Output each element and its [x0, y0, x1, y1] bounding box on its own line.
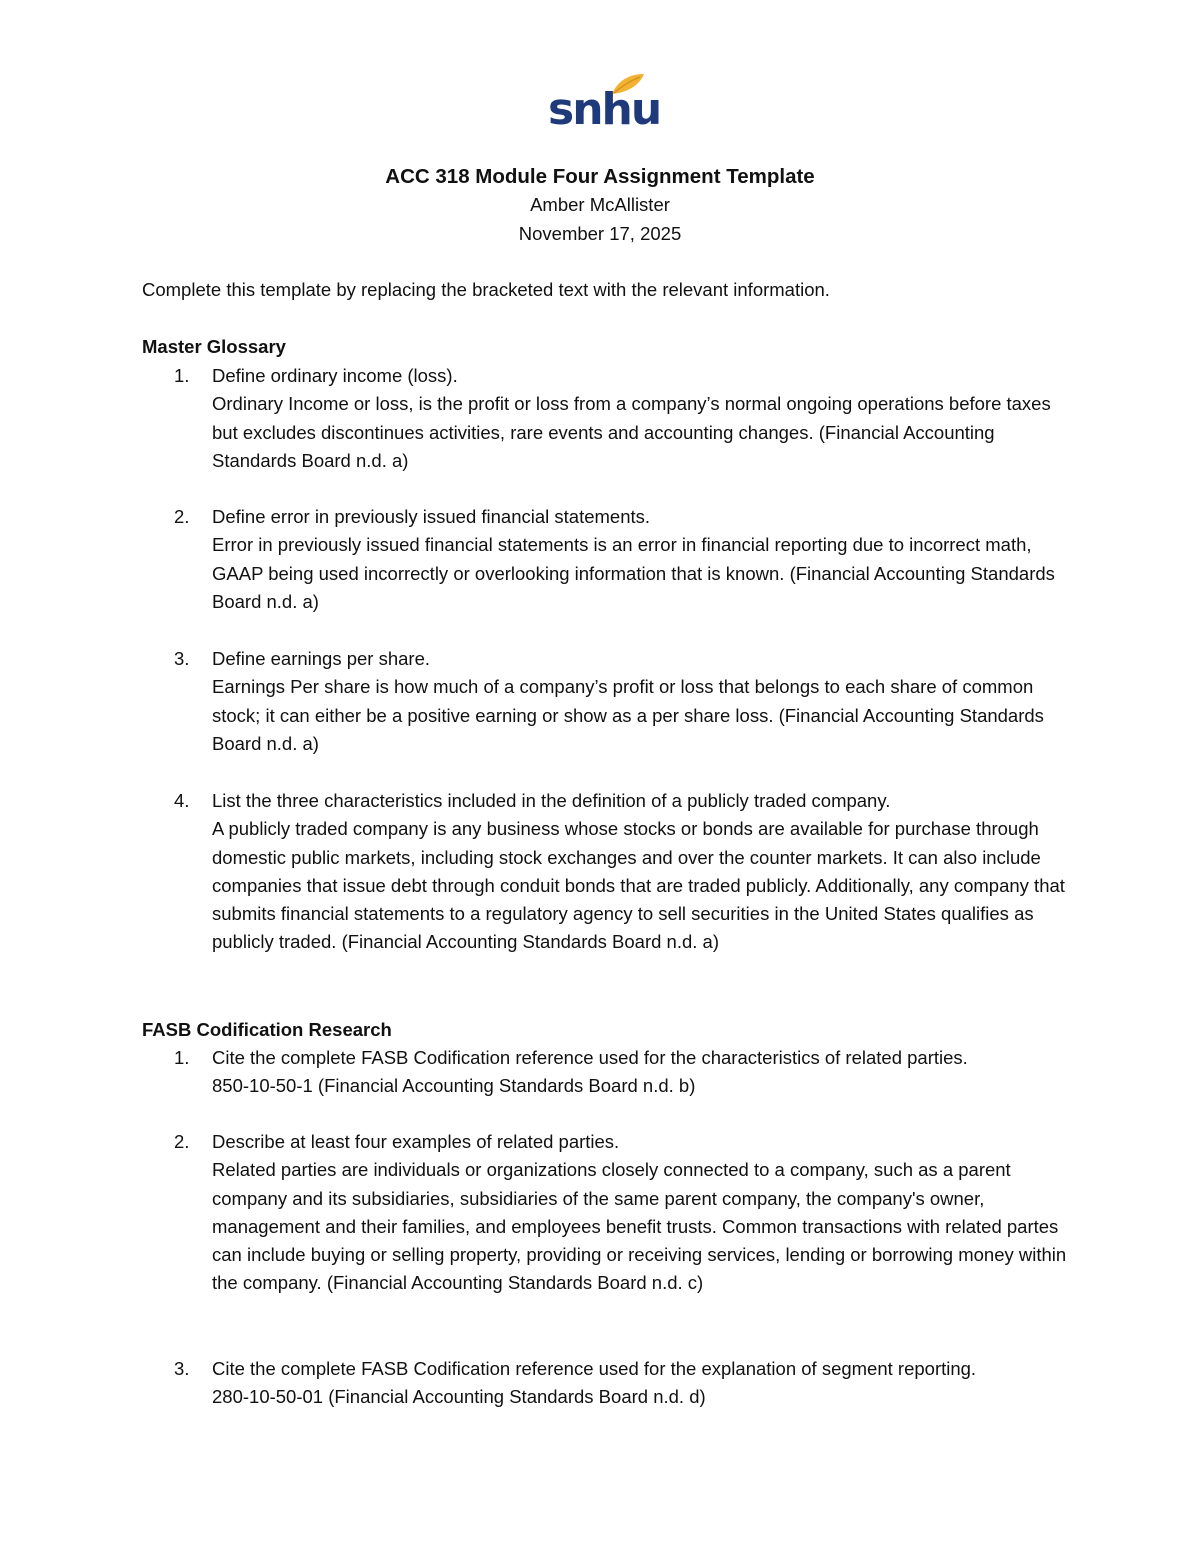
master-glossary-heading: Master Glossary [142, 336, 286, 357]
logo-wordmark: snhu [548, 84, 661, 135]
question-prompt: Cite the complete FASB Codification reference used for the characteristics of related parties. [212, 1047, 968, 1068]
question-answer: A publicly traded company is any business whose stocks or bonds are available for purchase through domestic public markets, including stock exchanges and over the counter markets. It can also include companies that issue debt through conduit bonds that are traded publicly. Additionally, any company that submits financial statements to a regulatory agency to sell securities in the United States qualifies as publicly traded. (Financial Accounting Standards Board n.d. a) [212, 818, 1065, 953]
question-number: 1. [174, 365, 190, 386]
question-answer: Earnings Per share is how much of a company’s profit or loss that belongs to each share of common stock; it can either be a positive earning or show as a per share loss. (Financial Accounting Standards Board n.d. a) [212, 676, 1044, 754]
glossary-question-2 [142, 503, 1072, 616]
question-prompt: Define ordinary income (loss). [212, 365, 458, 386]
question-number: 2. [174, 1131, 190, 1152]
question-answer: Error in previously issued financial statements is an error in financial reporting due to incorrect math, GAAP being used incorrectly or overlooking information that is known. (Financial Accounting Standards Board n.d. a) [212, 534, 1055, 612]
question-answer: Ordinary Income or loss, is the profit or loss from a company’s normal ongoing operations before taxes but excludes discontinues activities, rare events and accounting changes. (Financial Accounting Standards Board n.d. a) [212, 393, 1051, 471]
question-number: 3. [174, 1358, 190, 1379]
fasb-question-2 [142, 1128, 1072, 1298]
question-answer: 850-10-50-1 (Financial Accounting Standards Board n.d. b) [212, 1075, 696, 1097]
intro-instructions: Complete this template by replacing the bracketed text with the relevant information. [142, 279, 830, 300]
fasb-research-heading: FASB Codification Research [142, 1019, 392, 1040]
question-prompt: Cite the complete FASB Codification reference used for the explanation of segment reporting. [212, 1358, 977, 1379]
question-answer: 280-10-50-01 (Financial Accounting Standards Board n.d. d) [212, 1386, 706, 1408]
question-prompt: Describe at least four examples of related parties. [212, 1131, 620, 1152]
glossary-question-3 [142, 645, 1072, 758]
snhu-logo [548, 72, 661, 138]
question-answer: Related parties are individuals or organizations closely connected to a company, such as a parent company and its subsidiaries, subsidiaries of the same parent company, the company's owner, management and their families, and employees benefit trusts. Common transactions with related partes can include buying or selling property, providing or receiving services, lending or borrowing money within the company. (Financial Accounting Standards Board n.d. c) [212, 1159, 1067, 1294]
question-number: 1. [174, 1047, 190, 1068]
glossary-question-1 [142, 362, 1072, 475]
question-number: 4. [174, 790, 190, 811]
question-prompt: Define error in previously issued financial statements. [212, 506, 651, 527]
glossary-question-4 [142, 787, 1072, 957]
document-date: November 17, 2025 [518, 223, 682, 244]
question-number: 2. [174, 506, 190, 527]
fasb-question-3 [142, 1355, 1072, 1412]
fasb-question-1 [142, 1044, 1072, 1101]
question-prompt: List the three characteristics included in the definition of a publicly traded company. [212, 790, 891, 811]
question-number: 3. [174, 648, 190, 669]
page-title: ACC 318 Module Four Assignment Template [385, 165, 815, 188]
author-name: Amber McAllister [530, 194, 670, 215]
question-prompt: Define earnings per share. [212, 648, 431, 669]
